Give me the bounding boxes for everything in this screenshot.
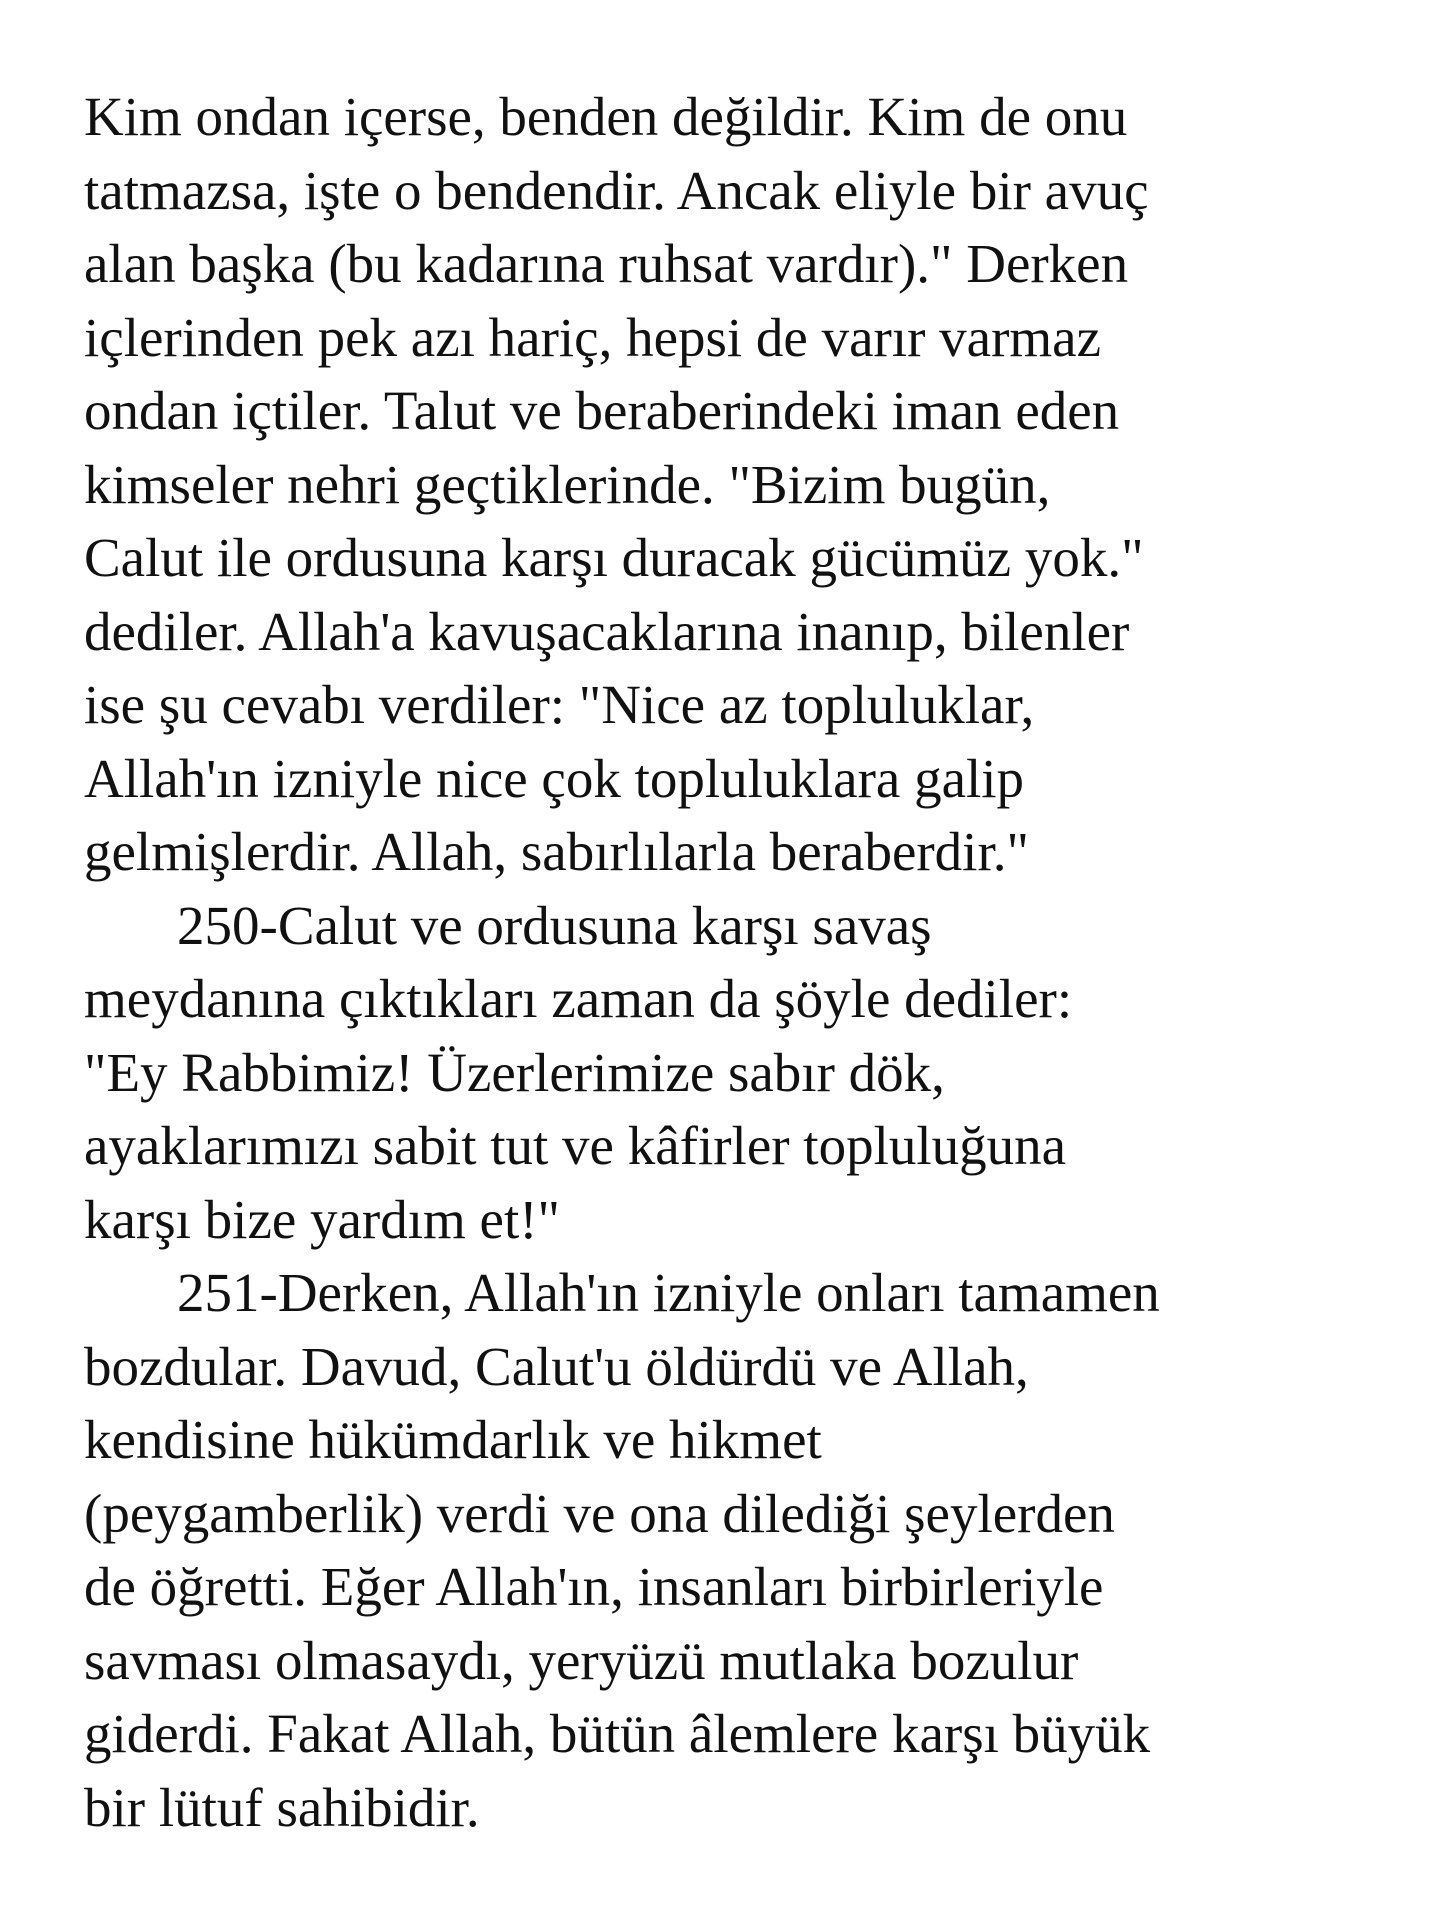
verse-250-start: 250-Calut ve ordusuna karşı savaş [177, 894, 932, 956]
text-line: kendisine hükümdarlık ve hikmet [84, 1409, 822, 1470]
verse-251-start: 251-Derken, Allah'ın izniyle onları tamamen [177, 1262, 1160, 1323]
text-line: Kim ondan içerse, benden değildir. Kim de onu [84, 86, 1128, 147]
text-line: meydanına çıktıkları zaman da şöyle dediler: [84, 968, 1073, 1029]
text-line: dediler. Allah'a kavuşacaklarına inanıp, bilenler [84, 600, 1130, 662]
text-line: ayaklarımızı sabit tut ve kâfirler topluluğuna [84, 1115, 1067, 1176]
text-line: alan başka (bu kadarına ruhsat vardır)." Derken [84, 233, 1129, 294]
text-line: Calut ile ordusuna karşı duracak gücümüz yok." [84, 527, 1144, 588]
text-line: Allah'ın izniyle nice çok topluluklara galip [84, 747, 1025, 809]
text-line: içlerinden pek azı hariç, hepsi de varır varmaz [84, 306, 1101, 368]
text-line: savması olmasaydı, yeryüzü mutlaka bozulur [84, 1629, 1079, 1691]
text-line: giderdi. Fakat Allah, bütün âlemlere karşı büyük [84, 1703, 1151, 1764]
text-line: "Ey Rabbimiz! Üzerlerimize sabır dök, [84, 1041, 945, 1103]
text-line: ise şu cevabı verdiler: "Nice az topluluklar, [84, 674, 1035, 735]
text-line: gelmişlerdir. Allah, sabırlılarla beraberdir." [84, 821, 1029, 882]
text-line: tatmazsa, işte o bendendir. Ancak eliyle bir avuç [84, 159, 1149, 221]
body-text [84, 80, 1404, 1844]
text-line: bozdular. Davud, Calut'u öldürdü ve Allah, [84, 1335, 1029, 1397]
text-line: bir lütuf sahibidir. [84, 1776, 480, 1838]
text-line: ondan içtiler. Talut ve beraberindeki iman eden [84, 380, 1120, 441]
text-line: (peygamberlik) verdi ve ona dilediği şeylerden [84, 1482, 1115, 1544]
text-line: de öğretti. Eğer Allah'ın, insanları birbirleriyle [84, 1556, 1104, 1617]
text-line: kimseler nehri geçtiklerinde. "Bizim bugün, [84, 453, 1051, 515]
text-line: karşı bize yardım et!" [84, 1188, 561, 1250]
